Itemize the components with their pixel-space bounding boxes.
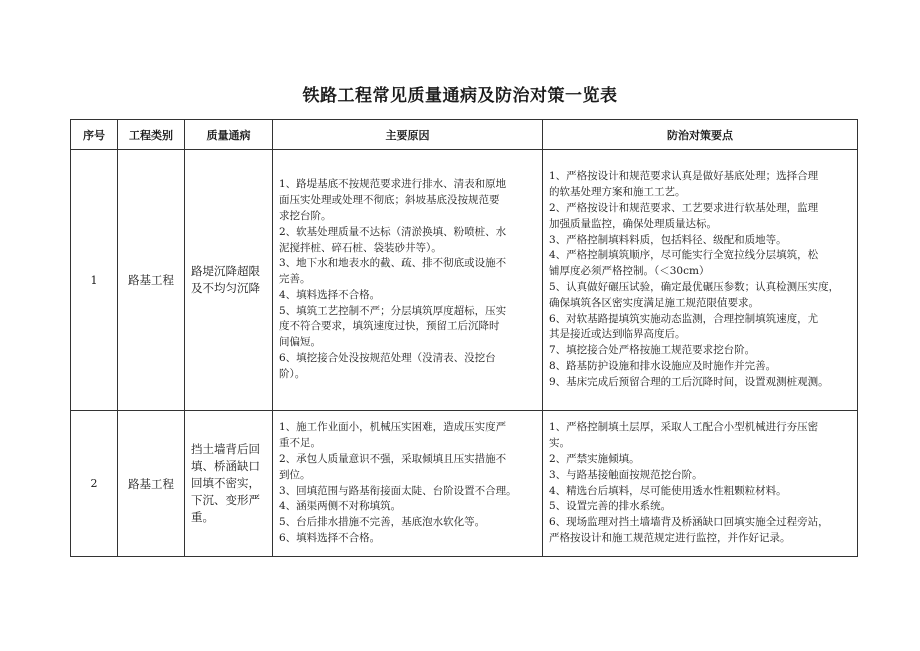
cause-line: 度不符合要求，填筑速度过快，预留工后沉降时 [279,320,500,333]
row-seq: 2 [71,411,118,557]
measure-line: 4、严格控制填筑顺序，尽可能实行全宽拉线分层填筑，松 [549,249,819,262]
measure-line: 8、路基防护设施和排水设施应及时施作并完善。 [549,359,777,372]
measure-line: 1、严格按设计和规范要求认真是做好基底处理；选择合理 [549,170,819,183]
issue-line: 路堤沉降超限 [191,264,260,278]
row-causes [273,411,543,557]
cause-line: 间偏短。 [279,336,321,349]
issue-line: 重。 [191,510,214,524]
measure-line: 3、与路基接触面按规范挖台阶。 [549,468,703,481]
issue-line: 及不均匀沉降 [191,281,260,295]
measure-line: 7、填挖接合处严格按施工规范要求挖台阶。 [549,344,756,357]
measure-line: 2、严格按设计和规范要求、工艺要求进行软基处理，监理 [549,202,819,215]
measure-line: 3、严格控制填料料质，包括料径、级配和质地等。 [549,233,787,246]
row-causes [273,150,543,411]
cause-line: 重不足。 [279,437,321,450]
cause-line: 3、回填范围与路基衔接面太陡、台阶设置不合理。 [279,484,517,497]
quality-issues-table [70,119,858,557]
issue-line: 挡土墙背后回 [191,442,260,456]
measure-line: 9、基床完成后预留合理的工后沉降时间，设置观测桩观测。 [549,375,829,388]
row-category: 路基工程 [118,411,185,557]
cause-line: 4、填料选择不合格。 [279,288,381,301]
row-measures [543,150,858,411]
cause-line: 完善。 [279,273,311,286]
header-measures: 防治对策要点 [543,120,858,150]
measure-line: 加强质量监控，确保处理质量达标。 [549,217,717,230]
row-issue [185,150,273,411]
issue-line: 下沉、变形严 [191,493,260,507]
cause-line: 求挖台阶。 [279,209,332,222]
cause-line: 3、地下水和地表水的截、疏、排不彻底或设施不 [279,257,507,270]
row-seq: 1 [71,150,118,411]
row-measures [543,411,858,557]
measure-line: 1、严格控制填土层厚，采取人工配合小型机械进行夯压密 [549,421,819,434]
cause-line: 4、涵渠两侧不对称填筑。 [279,500,402,513]
table-row [71,411,858,557]
measure-line: 铺厚度必须严格控制。（＜30cm） [549,265,710,278]
cause-line: 6、填挖接合处没按规范处理（没清表、没挖台 [279,352,496,365]
table-header-row [71,120,858,150]
header-issue: 质量通病 [185,120,273,150]
measure-line: 确保填筑各区密实度满足施工规范限值要求。 [549,296,759,309]
cause-line: 2、承包人质量意识不强，采取倾填且压实措施不 [279,452,507,465]
issue-line: 回填不密实， [191,476,260,490]
cause-line: 阶）。 [279,367,306,380]
cause-line: 5、台后排水措施不完善，基底泡水软化等。 [279,516,486,529]
measure-line: 5、设置完善的排水系统。 [549,500,672,513]
cause-line: 面压实处理或处理不彻底；斜坡基底没按规范要 [279,194,500,207]
cause-line: 到位。 [279,468,311,481]
header-seq: 序号 [71,120,118,150]
row-issue [185,411,273,557]
issue-line: 填、桥涵缺口 [191,459,260,473]
row-category: 路基工程 [118,150,185,411]
measure-line: 6、对软基路提填筑实施动态监测，合理控制填筑速度，尤 [549,312,819,325]
table-row [71,150,858,411]
measure-line: 实。 [549,437,570,450]
cause-line: 泥搅拌桩、碎石桩、袋装砂井等）。 [279,241,442,254]
measure-line: 6、现场监理对挡土墙墙背及桥涵缺口回填实施全过程旁站， [549,516,829,529]
measure-line: 其是接近或达到临界高度后。 [549,328,686,341]
measure-line: 严格按设计和施工规范规定进行监控，并作好记录。 [549,531,791,544]
measure-line: 的软基处理方案和施工工艺。 [549,186,686,199]
measure-line: 5、认真做好碾压试验，确定最优碾压参数；认真检测压实度， [549,281,840,293]
header-causes: 主要原因 [273,120,543,150]
measure-line: 4、精选台后填料，尽可能使用透水性粗颗粒材料。 [549,484,787,497]
cause-line: 1、路堤基底不按规范要求进行排水、清表和原地 [279,178,507,191]
cause-line: 2、软基处理质量不达标（清淤换填、粉喷桩、水 [279,225,507,238]
cause-line: 5、填筑工艺控制不严；分层填筑厚度超标，压实 [279,304,507,317]
page-title: 铁路工程常见质量通病及防治对策一览表 [302,86,618,106]
cause-line: 6、填料选择不合格。 [279,531,381,544]
cause-line: 1、施工作业面小，机械压实困难，造成压实度严 [279,421,507,434]
measure-line: 2、严禁实施倾填。 [549,452,640,465]
header-category: 工程类别 [118,120,185,150]
